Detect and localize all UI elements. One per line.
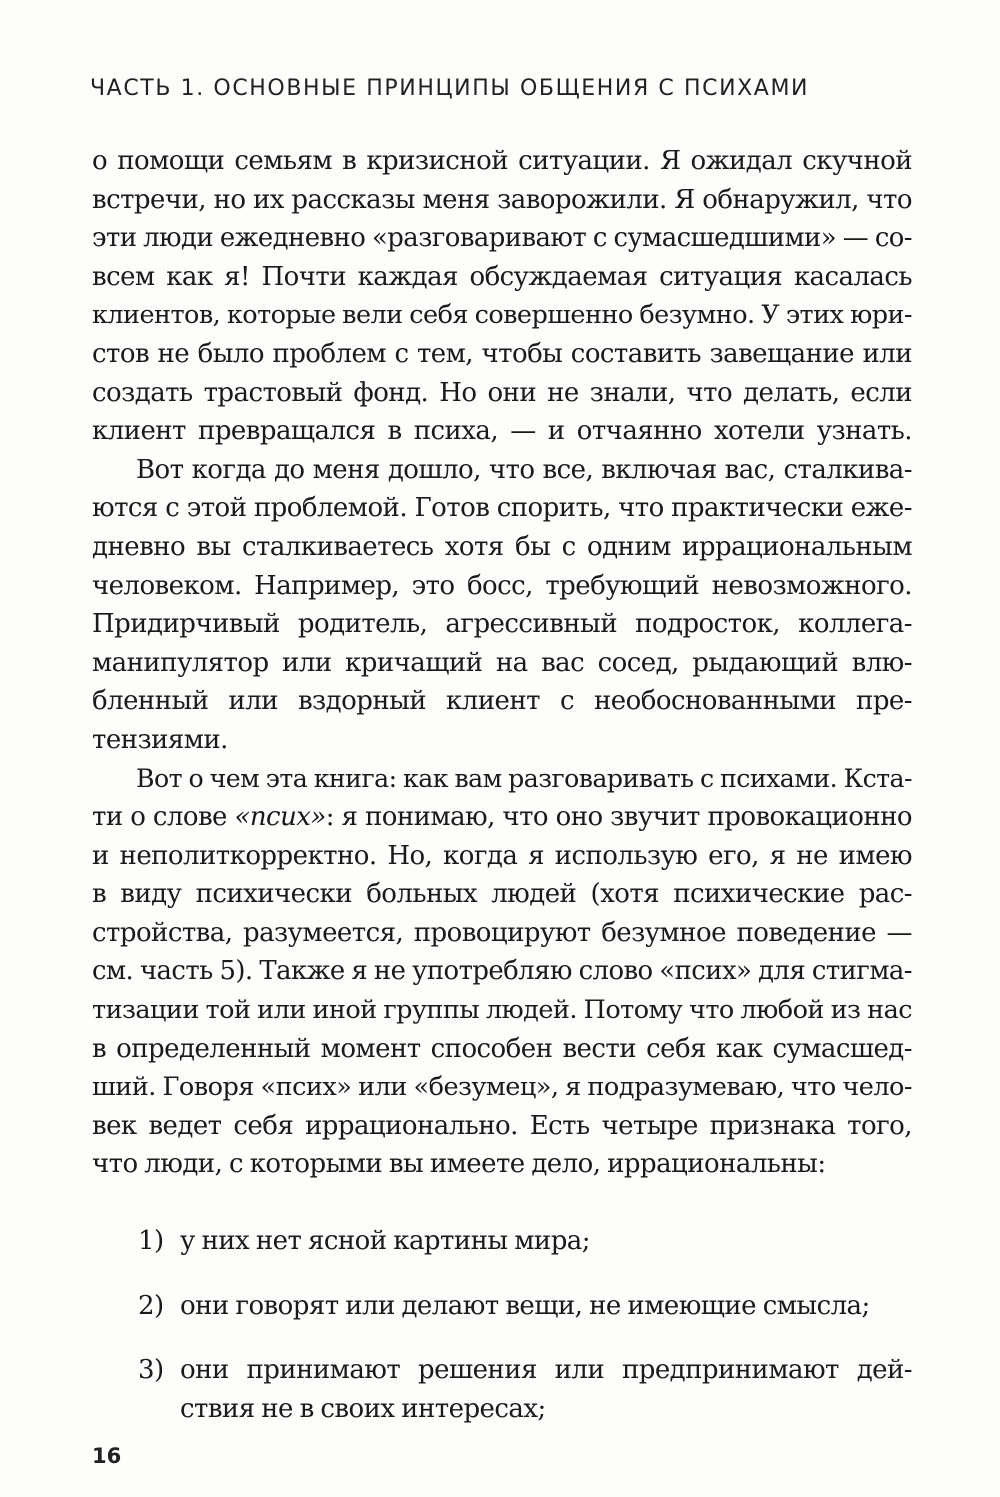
text-line: встречи, но их рассказы меня заворожили. Я обнаружил, что (92, 184, 912, 215)
paragraph-3 (92, 760, 912, 1185)
list-spacer (92, 1184, 912, 1222)
text-line: манипулятор или кричащий на вас сосед, рыдающий влю- (92, 647, 912, 678)
text-line: человеком. Например, это босс, требующий невозможного. (92, 570, 912, 601)
page-number: 16 (92, 1444, 122, 1468)
text-segment: ти о слове (92, 802, 235, 833)
text-line: создать трастовый фонд. Но они не знали, что делать, если (92, 377, 912, 408)
list-number: 1) (138, 1226, 164, 1257)
running-head: ЧАСТЬ 1. ОСНОВНЫЕ ПРИНЦИПЫ ОБЩЕНИЯ С ПСИХАМИ (90, 76, 810, 101)
text-line-with-italic (92, 798, 912, 837)
list-text (180, 1287, 912, 1326)
text-line: см. часть 5). Также я не употребляю слово «псих» для стигма- (92, 956, 912, 987)
paragraph-2 (92, 451, 912, 760)
text-line: ший. Говоря «псих» или «безумец», я подразумеваю, что чело- (92, 1072, 912, 1103)
list-item (92, 1287, 912, 1326)
text-line: стов не было проблем с тем, чтобы составить завещание или (92, 338, 912, 369)
text-line: дневно вы сталкиваетесь хотя бы с одним иррациональным (92, 531, 912, 562)
list-number: 3) (138, 1355, 164, 1386)
numbered-list (92, 1222, 912, 1428)
list-number: 2) (138, 1290, 164, 1321)
italic-term: «псих» (234, 802, 326, 833)
paragraph-1 (92, 142, 912, 451)
text-line: и неполиткорректно. Но, когда я использую его, я не имею (92, 840, 912, 871)
text-line: в определенный момент способен вести себя как сумасшед- (92, 1033, 912, 1064)
text-line: тизации той или иной группы людей. Потому что любой из нас (92, 995, 912, 1026)
list-text (180, 1222, 912, 1261)
text-line: они говорят или делают вещи, не имеющие смысла; (180, 1290, 870, 1321)
text-line: ются с этой проблемой. Готов спорить, что практически еже- (92, 493, 912, 524)
text-line: Вот когда до меня дошло, что все, включая вас, сталкива- (136, 454, 912, 485)
text-line: у них нет ясной картины мира; (180, 1226, 590, 1257)
list-text (180, 1351, 912, 1428)
text-line: эти люди ежедневно «разговаривают с сумасшедшими» — со- (92, 223, 912, 254)
list-item (92, 1222, 912, 1261)
list-spacer (92, 1261, 912, 1287)
text-line: ствия не в своих интересах; (180, 1393, 546, 1424)
text-line: бленный или вздорный клиент с необоснованными пре- (92, 686, 912, 717)
text-line: тензиями. (92, 724, 228, 755)
text-line: Вот о чем эта книга: как вам разговаривать с психами. Кста- (136, 763, 912, 793)
text-line: о помощи семьям в кризисной ситуации. Я ожидал скучной (92, 146, 912, 176)
text-line: что люди, с которыми вы имеете дело, иррациональны: (92, 1149, 826, 1180)
text-line: Придирчивый родитель, агрессивный подросток, коллега- (92, 609, 912, 640)
list-item (92, 1351, 912, 1428)
text-segment: : я понимаю, что оно звучит провокационно (325, 802, 913, 833)
text-line: клиентов, которые вели себя совершенно безумно. У этих юри- (92, 300, 912, 331)
text-line: в виду психически больных людей (хотя психические рас- (92, 879, 912, 910)
text-line: стройства, разумеется, провоцируют безумное поведение — (92, 917, 912, 948)
text-line: клиент превращался в психа, — и отчаянно хотели узнать. (92, 416, 912, 447)
text-line: век ведет себя иррационально. Есть четыре признака того, (92, 1110, 912, 1141)
body-text (92, 142, 912, 1428)
list-spacer (92, 1325, 912, 1351)
text-line: всем как я! Почти каждая обсуждаемая ситуация касалась (92, 261, 912, 292)
text-line: они принимают решения или предпринимают дей- (180, 1355, 912, 1386)
